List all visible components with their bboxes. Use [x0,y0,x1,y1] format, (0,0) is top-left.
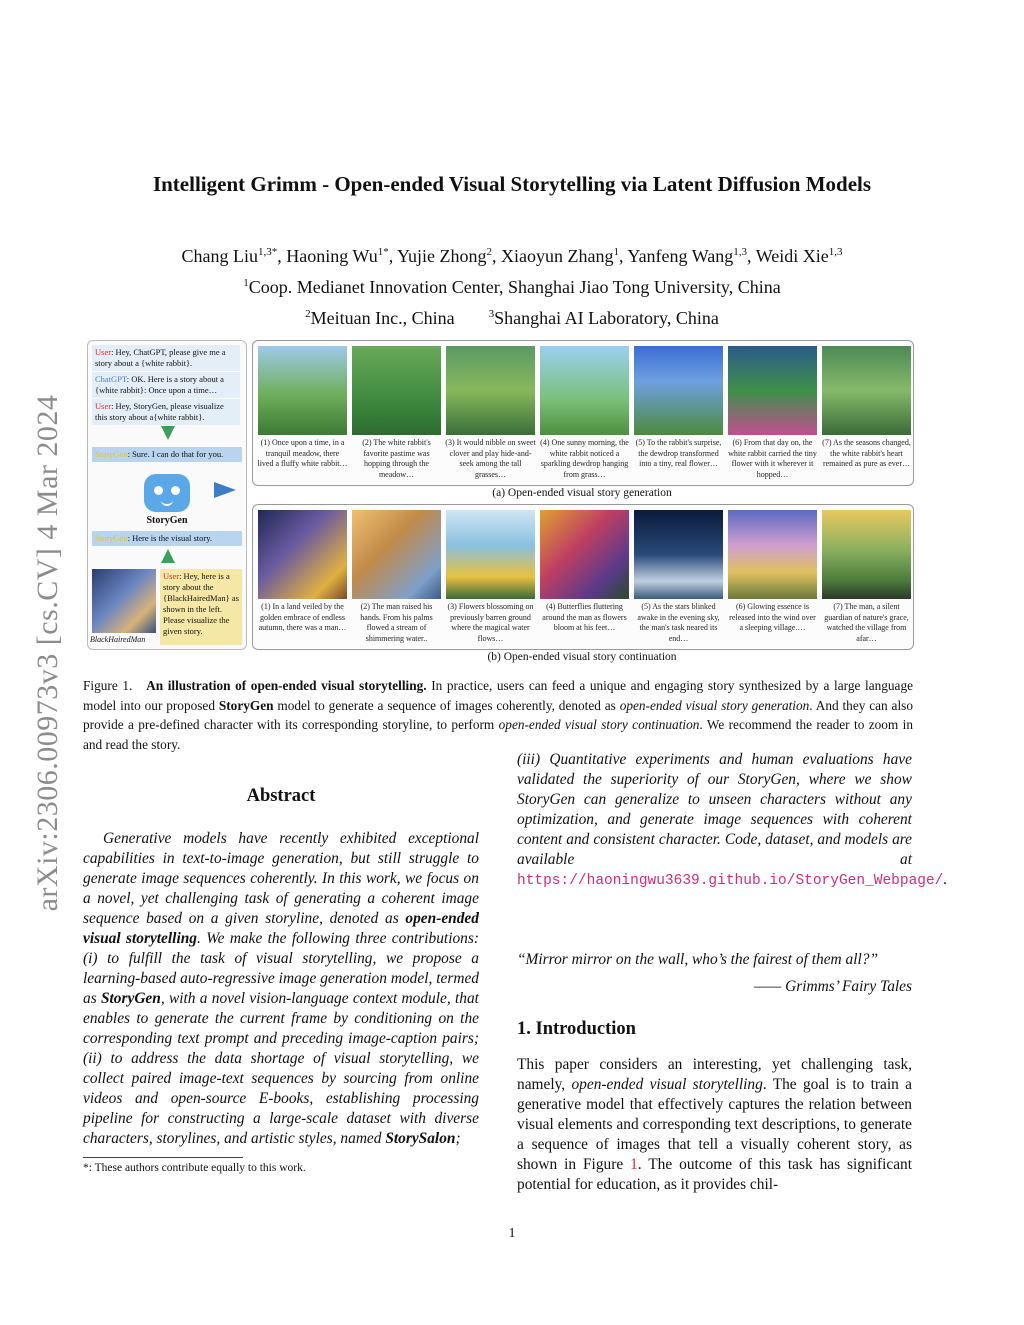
story-frame-image [446,346,535,435]
chat-storygen-reply: StoryGen: Sure. I can do that for you. [92,447,242,462]
story-frame-image [540,346,629,435]
story-frame-caption: (6) From that day on, the white rabbit carried the tiny flower with it wherever it hopped… [728,438,817,479]
story-frame-image [352,346,441,435]
story-frame-image [634,510,723,599]
right-arrow-icon [214,482,236,498]
introduction-heading: 1. Introduction [517,1019,636,1039]
story-frame-image [634,346,723,435]
story-frame-caption: (2) The man raised his hands. From his palms flowed a stream of shimmering water.. [360,602,433,643]
down-arrow-icon [161,426,175,440]
story-frame-caption: (1) In a land veiled by the golden embrace of endless autumn, there was a man… [258,602,347,632]
character-image [92,569,156,633]
footnote: *: These authors contribute equally to this work. [83,1162,306,1174]
story-frame-image [446,510,535,599]
story-frame-image [728,346,817,435]
story-generation-panel [252,340,914,486]
story-frame-image [728,510,817,599]
chat-user-message: User: Hey, ChatGPT, please give me a story about a {white rabbit}. [92,345,240,371]
chat-gpt-message: ChatGPT: OK. Here is a story about a {white rabbit}: Once upon a time… [92,372,240,398]
author: Xiaoyun Zhang$^1$ [501,246,620,266]
affiliation-2-3: $^2$Meituan Inc., China $^3$Shanghai AI Laboratory, China [305,308,719,328]
chat-user-continuation-message: User: Hey, here is a story about the {BlackHairedMan} as shown in the left. Please visualize the given story. [160,569,242,645]
paper-title: Intelligent Grimm - Open-ended Visual Storytelling via Latent Diffusion Models [152,172,872,196]
abstract-continuation: (iii) Quantitative experiments and human evaluations have validated the superiority of our StoryGen, where we show StoryGen can generalize to unseen characters without any optimization, and generate image sequences with coherent content and consistent character. Code, dataset, and models are available at https://haoningwu3639.github.io/StoryGen_Webpage/. [517,751,948,889]
arxiv-identifier [18,348,78,958]
story-frame-caption: (5) To the rabbit's surprise, the dewdrop transformed into a tiny, real flower… [635,438,722,468]
story-frame-caption: (7) As the seasons changed, the white rabbit's heart remained as pure as ever… [822,438,911,468]
arxiv-text: arXiv:2306.00973v3 [cs.CV] 4 Mar 2024 [31,394,64,912]
subfigure-a-label: (a) Open-ended visual story generation [492,487,672,499]
storygen-robot-icon [144,474,190,512]
footnote-rule [83,1157,243,1158]
story-frame-caption: (3) It would nibble on sweet clover and play hide-and-seek among the tall grasses… [445,438,536,479]
story-continuation-panel [252,504,914,650]
figure-reference-link[interactable]: 1 [630,1156,638,1173]
author: Yujie Zhong$^2$ [397,246,493,266]
code-url-link[interactable]: https://haoningwu3639.github.io/StoryGen_Webpage/ [517,873,944,889]
subfigure-b-label: (b) Open-ended visual story continuation [487,651,677,663]
up-arrow-icon [161,549,175,563]
epigraph-source: —— Grimms’ Fairy Tales [753,978,912,995]
character-caption: BlackHairedMan [90,635,146,644]
story-frame-image [258,510,347,599]
abstract-body: Generative models have recently exhibited exceptional capabilities in text-to-image generation, but still struggle to generate image sequences coherently. In this work, we focus on a novel, yet challenging task of generating a coherent image sequence based on a given storyline, denoted as open-ended visual storytelling. We make the following three contributions: (i) to fulfill the task of visual storytelling, we propose a learning-based auto-regressive image generation model, termed as StoryGen, with a novel vision-language context module, that enables to generate the current frame by conditioning on the corresponding text prompt and preceding image-caption pairs; (ii) to address the data shortage of visual storytelling, we collect paired image-text sequences by sourcing from online videos and open-source E-books, establishing processing pipeline for constructing a large-scale dataset with diverse characters, storylines, and artistic styles, named StorySalon; [83,830,480,1147]
figure-caption: Figure 1. An illustration of open-ended visual storytelling. In practice, users can feed a unique and engaging story synthesized by a large language model into our proposed StoryGen model to generate a sequence of images coherently, denoted as open-ended visual story generation. And they can also provide a pre-defined character with its corresponding storyline, to perform open-ended visual story continuation. We recommend the reader to zoom in and read the story. [83,678,913,752]
story-frame-caption: (1) Once upon a time, in a tranquil meadow, there lived a fluffy white rabbit… [257,438,348,468]
story-frame-caption: (2) The white rabbit's favorite pastime was hopping through the meadow… [362,438,431,479]
story-frame-image [822,346,911,435]
story-frame-image [352,510,441,599]
storygen-label: StoryGen [146,515,188,526]
author: Chang Liu$^{1,3*}$ [181,246,278,266]
page-number: 1 [508,1226,516,1241]
introduction-body: This paper considers an interesting, yet challenging task, namely, open-ended visual storytelling. The goal is to train a generative model that effectively captures the relation between visual elements and corresponding text descriptions, to generate a sequence of images that tell a visually coherent story, as shown in Figure 1. The outcome of this task has significant potential for education, as it provides chil- [517,1056,913,1193]
story-frame-image [822,510,911,599]
story-frame-caption: (4) Butterflies fluttering around the man as flowers bloom at his feet… [542,602,627,632]
affiliation-1: $^1$Coop. Medianet Innovation Center, Shanghai Jiao Tong University, China [243,277,781,297]
story-frame-caption: (4) One sunny morning, the white rabbit noticed a sparkling dewdrop hanging from grass… [540,438,629,479]
author-block [40,239,984,332]
author: Weidi Xie$^{1,3}$ [755,246,843,266]
story-frame-image [540,510,629,599]
epigraph-quote: “Mirror mirror on the wall, who’s the fairest of them all?” [517,951,879,968]
author: Yanfeng Wang$^{1,3}$ [627,246,748,266]
chat-user-message: User: Hey, StoryGen, please visualize this story about a{white rabbit}. [92,399,240,425]
story-frame-caption: (3) Flowers blossoming on previously barren ground where the magical water flows… [447,602,534,643]
story-frame-caption: (5) As the stars blinked awake in the evening sky, the man's task neared its end… [637,602,720,643]
chat-storygen-reply: StoryGen: Here is the visual story. [92,531,242,546]
author: Haoning $Wu^{1*}$ [286,246,389,266]
abstract-heading: Abstract [246,786,316,806]
story-frame-caption: (6) Glowing essence is released into the wind over a sleeping village.… [729,602,816,632]
story-frame-caption: (7) The man, a silent guardian of nature's grace, watched the village from afar… [824,602,909,643]
story-frame-image [258,346,347,435]
author-list: Chang Liu$^{1,3*}$, Haoning $Wu^{1*}$, Yujie Zhong$^2$, Xiaoyun Zhang$^1$, Yanfeng Wang$^{1,3}$, Weidi Xie$^{1,3}$ [181,246,843,266]
